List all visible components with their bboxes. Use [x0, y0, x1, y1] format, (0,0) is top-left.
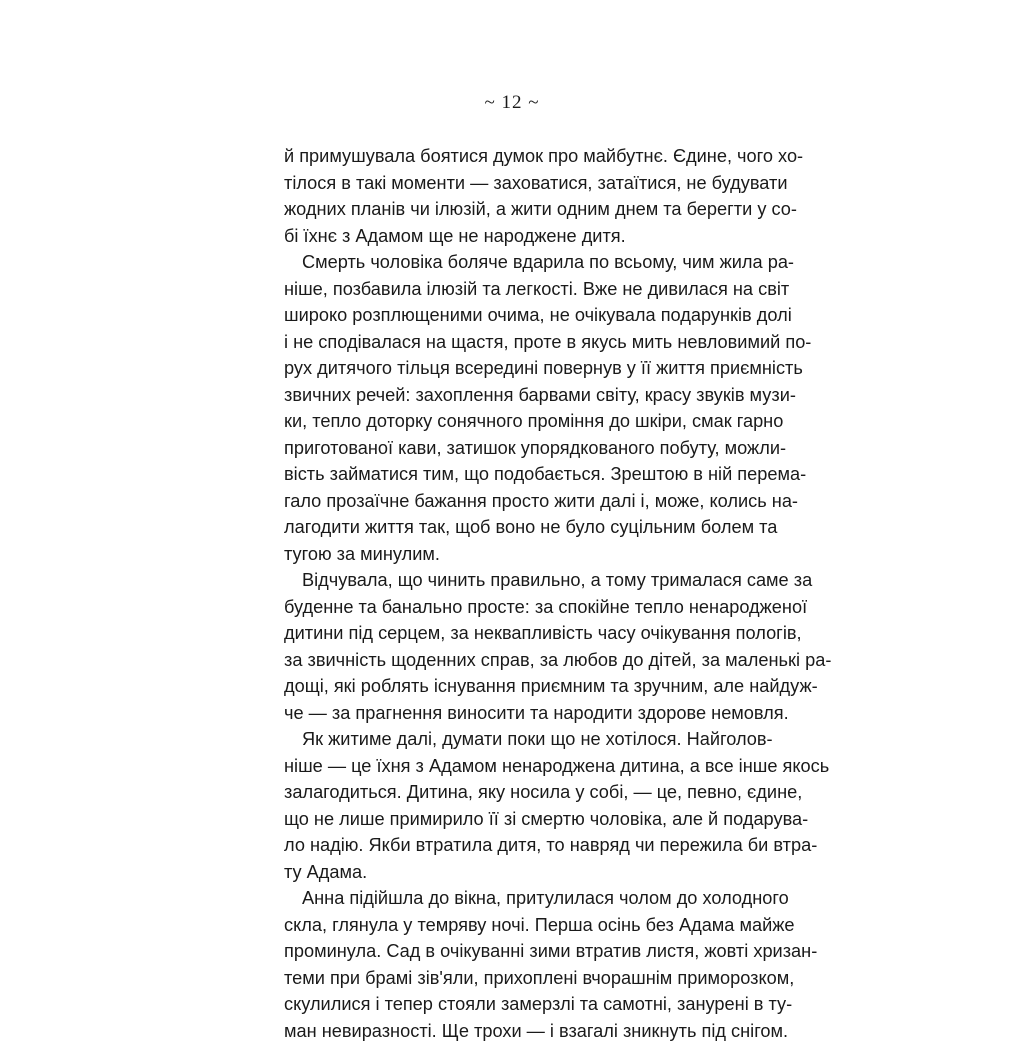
text-line: скулилися і тепер стояли замерзлі та самотні, занурені в ту- — [284, 991, 764, 1018]
text-line: теми при брамі зів'яли, прихоплені вчорашнім приморозком, — [284, 965, 764, 992]
paragraph — [284, 249, 764, 567]
text-line: ман невиразності. Ще трохи — і взагалі зникнуть під снігом. — [284, 1018, 764, 1044]
text-line: звичних речей: захоплення барвами світу, красу звуків музи- — [284, 382, 764, 409]
text-line: скла, глянула у темряву ночі. Перша осінь без Адама майже — [284, 912, 764, 939]
text-line: буденне та банально просте: за спокійне тепло ненародженої — [284, 594, 764, 621]
text-line: рух дитячого тільця всередині повернув у її життя приємність — [284, 355, 764, 382]
text-line: дитини під серцем, за неквапливість часу очікування пологів, — [284, 620, 764, 647]
text-line: ки, тепло доторку сонячного проміння до шкіри, смак гарно — [284, 408, 764, 435]
text-line: тугою за минулим. — [284, 541, 764, 568]
text-line: Смерть чоловіка боляче вдарила по всьому, чим жила ра- — [284, 249, 764, 276]
text-line: широко розплющеними очима, не очікувала подарунків долі — [284, 302, 764, 329]
body-text — [284, 143, 764, 1044]
text-line: вість займатися тим, що подобається. Зрештою в ній перема- — [284, 461, 764, 488]
text-line: ту Адама. — [284, 859, 764, 886]
text-line: що не лише примирило її зі смертю чоловіка, але й подарува- — [284, 806, 764, 833]
text-line: ніше, позбавила ілюзій та легкості. Вже не дивилася на світ — [284, 276, 764, 303]
text-line: Як житиме далі, думати поки що не хотілося. Найголов- — [284, 726, 764, 753]
paragraph — [284, 726, 764, 885]
paragraph — [284, 567, 764, 726]
text-line: Анна підійшла до вікна, притулилася чолом до холодного — [284, 885, 764, 912]
paragraph — [284, 885, 764, 1044]
text-line: тілося в такі моменти — заховатися, затаїтися, не будувати — [284, 170, 764, 197]
text-line: Відчувала, що чинить правильно, а тому трималася саме за — [284, 567, 764, 594]
text-line: за звичність щоденних справ, за любов до дітей, за маленькі ра- — [284, 647, 764, 674]
text-line: залагодиться. Дитина, яку носила у собі, — це, певно, єдине, — [284, 779, 764, 806]
text-line: проминула. Сад в очікуванні зими втратив листя, жовті хризан- — [284, 938, 764, 965]
text-line: і не сподівалася на щастя, проте в якусь мить невловимий по- — [284, 329, 764, 356]
paragraph — [284, 143, 764, 249]
text-line: гало прозаїчне бажання просто жити далі і, може, колись на- — [284, 488, 764, 515]
text-line: бі їхнє з Адамом ще не народжене дитя. — [284, 223, 764, 250]
text-line: дощі, які роблять існування приємним та зручним, але найдуж- — [284, 673, 764, 700]
text-line: лагодити життя так, щоб воно не було суцільним болем та — [284, 514, 764, 541]
text-line: ло надію. Якби втратила дитя, то навряд чи пережила би втра- — [284, 832, 764, 859]
page-number: ~ 12 ~ — [0, 92, 1024, 114]
text-line: жодних планів чи ілюзій, а жити одним днем та берегти у со- — [284, 196, 764, 223]
text-line: й примушувала боятися думок про майбутнє. Єдине, чого хо- — [284, 143, 764, 170]
text-line: че — за прагнення виносити та народити здорове немовля. — [284, 700, 764, 727]
text-line: приготованої кави, затишок упорядкованого побуту, можли- — [284, 435, 764, 462]
text-line: ніше — це їхня з Адамом ненароджена дитина, а все інше якось — [284, 753, 764, 780]
